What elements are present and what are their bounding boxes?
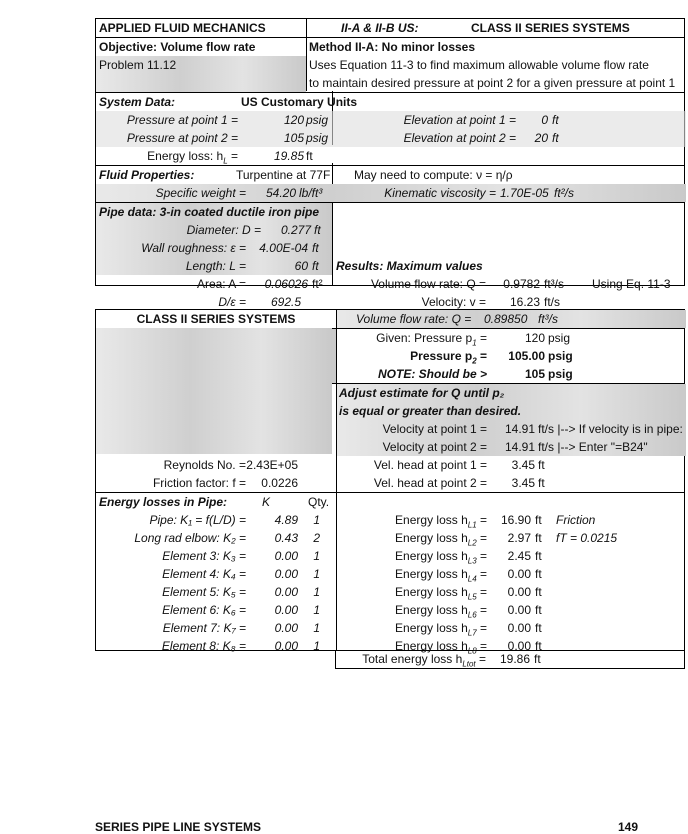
element-energy-unit: ft [535,567,542,581]
element-energy-value: 16.90 [500,513,531,527]
method-2b-panel [95,309,685,656]
element-label: Element 3: K₃ = [162,549,246,563]
element-energy-label-eq: = [476,567,487,581]
element-qty: 1 [313,567,320,581]
header-right-b: CLASS II SERIES SYSTEMS [471,21,630,35]
diameter-value: 0.277 [280,223,311,237]
header-row [96,19,684,38]
description-line-2: to maintain desired pressure at point 2 for a given pressure at point 1 [309,76,676,90]
v-label: Velocity: v = [421,295,486,309]
roughness-label: Wall roughness: ε = [141,241,246,255]
vel1-value: 14.91 [504,422,535,436]
vel2-label: Velocity at point 2 = [382,440,487,454]
re-label: Reynolds No. = [163,458,246,472]
kv-value: 1.70E-05 [500,186,549,200]
hl-unit: ft [306,149,313,163]
element-qty: 1 [313,639,320,653]
length-row [96,257,684,275]
element-energy-label-sub: L6 [467,610,477,620]
given-label-sub: 1 [472,338,477,348]
element-energy-label-text: Energy loss h [395,513,468,527]
z2-unit: ft [552,131,559,145]
pipe-data-row [96,203,684,221]
header-right-a: II-A & II-B US: [341,21,419,35]
desc-row [96,74,684,93]
element-energy-unit: ft [535,603,542,617]
element-qty: 1 [313,513,320,527]
element-energy-value: 2.45 [507,549,531,563]
vhp1-unit: ft [538,458,545,472]
element-energy-value: 2.97 [507,531,531,545]
p1-label: Pressure at point 1 = [126,113,238,127]
z1-unit: ft [552,113,559,127]
roughness-value: 4.00E-04 [259,241,308,255]
method-2a-panel [95,18,685,309]
element-label: Pipe: K₁ = f(L/D) = [149,513,246,527]
length-unit: ft [312,259,319,273]
q-value: 0.9782 [503,277,540,291]
table-row [96,529,684,547]
total-label-text: Total energy loss h [362,652,463,666]
problem-row [96,56,684,74]
total-value: 19.86 [499,652,530,666]
given-label-eq: = [476,331,487,345]
z2-value: 20 [534,131,548,145]
q-label: Volume flow rate: Q = [370,277,486,291]
k-header: K [262,495,271,509]
kv-unit: ft²/s [554,186,574,200]
element-energy-label-text: Energy loss h [395,585,468,599]
adjust-line-1: Adjust estimate for Q until p₂ [339,386,505,400]
element-note: Friction [556,513,596,527]
adjust-line-2: is equal or greater than desired. [339,404,522,418]
table-row [96,601,684,619]
fluid-props-row [96,166,684,184]
element-energy-value: 0.00 [507,567,531,581]
area-row [96,275,684,293]
element-energy-value: 0.00 [507,603,531,617]
vel2-note: ft/s |--> Enter "=B24" [538,440,648,454]
sw-label: Specific weight = [155,186,246,200]
fluid-name: Turpentine at 77F [236,168,331,182]
vel2-value: 14.91 [504,440,535,454]
may-need: May need to compute: ν = η/ρ [354,168,513,182]
area-label: Area: A = [196,277,246,291]
press2-label-sub: 2 [472,356,477,366]
pipe-data-label: Pipe data: 3-in coated ductile iron pipe [99,205,320,219]
qty-header: Qty. [308,495,330,509]
table-row [96,583,684,601]
fluid-props-label: Fluid Properties: [99,168,195,182]
element-energy-unit: ft [535,531,542,545]
element-energy-label-eq: = [476,639,487,653]
p2-row [96,129,684,147]
total-label-sub: Ltot [462,659,476,669]
vhp1-value: 3.45 [511,458,535,472]
vhp2-label: Vel. head at point 2 = [373,476,487,490]
element-energy-label-sub: L2 [467,538,477,548]
footer-left: SERIES PIPE LINE SYSTEMS [95,820,262,834]
press2-value: 105.00 [508,349,545,363]
area-unit: ft² [312,277,323,291]
objective-row [96,38,684,56]
table-row [96,619,684,637]
units-label: US Customary Units [241,95,358,109]
element-energy-label-text: Energy loss h [395,567,468,581]
problem: Problem 11.12 [99,58,177,72]
z1-label: Elevation at point 1 = [403,113,516,127]
element-rows [96,511,684,655]
element-label: Element 5: K₅ = [162,585,246,599]
p2-unit: psig [306,131,329,145]
note-label: NOTE: Should be > [377,367,487,381]
element-label: Element 8: K₈ = [161,639,246,653]
element-qty: 1 [313,549,320,563]
specific-weight-row [96,184,684,203]
page-number: 149 [618,820,639,834]
element-k: 0.43 [274,531,298,545]
bottom-title-row [96,310,684,329]
vel1-label: Velocity at point 1 = [382,422,487,436]
roughness-unit: ft [312,241,319,255]
table-row [96,547,684,565]
objective: Objective: Volume flow rate [99,40,256,54]
length-value: 60 [294,259,308,273]
element-energy-label-sub: L4 [467,574,477,584]
element-energy-unit: ft [535,621,542,635]
element-k: 0.00 [274,549,298,563]
system-data-row [96,93,684,111]
vhp2-value: 3.45 [511,476,535,490]
roughness-row [96,239,684,257]
de-label: D/ε = [218,295,246,309]
element-k: 0.00 [274,621,298,635]
energy-loss-row [96,147,684,166]
reynolds-row [96,456,684,474]
element-label: Element 7: K₇ = [162,621,246,635]
press2-unit: psig [548,349,573,363]
element-label: Element 4: K₄ = [162,567,246,581]
hl-label-eq: = [227,149,238,163]
given-unit: psig [548,331,571,345]
element-label: Element 6: K₆ = [162,603,246,617]
note-value: 105 [524,367,545,381]
ff-label: Friction factor: f = [152,476,246,490]
element-energy-label-text: Energy loss h [395,621,468,635]
press2-label-text: Pressure p [410,349,473,363]
element-energy-value: 0.00 [507,621,531,635]
diameter-label: Diameter: D = [186,223,261,237]
element-energy-label-eq: = [476,531,487,545]
element-energy-value: 0.00 [507,585,531,599]
p1-row [96,111,684,129]
z1-value: 0 [541,113,548,127]
diameter-row [96,221,684,239]
element-energy-label-text: Energy loss h [395,603,468,617]
vhp2-unit: ft [538,476,545,490]
hl-label-sub: L [223,156,228,166]
description-line-1: Uses Equation 11-3 to find maximum allowable volume flow rate [309,58,649,72]
friction-factor-row [96,474,684,493]
element-qty: 1 [313,585,320,599]
re-value: 2.43E+05 [246,458,298,472]
element-energy-label-eq: = [476,585,487,599]
z2-label: Elevation at point 2 = [403,131,516,145]
element-k: 0.00 [274,639,298,653]
p2-label: Pressure at point 2 = [126,131,238,145]
element-energy-label-eq: = [476,549,487,563]
table-row [96,565,684,583]
total-unit: ft [534,652,541,666]
system-data-label: System Data: [99,95,176,109]
total-label-eq: = [475,652,486,666]
el-header: Energy losses in Pipe: [99,495,228,509]
bottom-title: CLASS II SERIES SYSTEMS [136,312,296,326]
element-energy-label-sub: L3 [467,556,477,566]
header-left: APPLIED FLUID MECHANICS [99,21,266,35]
elements-shade [96,328,332,454]
kv-label: Kinematic viscosity = [384,186,496,200]
element-energy-label-sub: L5 [467,592,477,602]
length-label: Length: L = [185,259,246,273]
energy-losses-header-row [96,493,684,511]
total-label [336,651,486,672]
element-k: 0.00 [274,567,298,581]
element-k: 0.00 [274,603,298,617]
element-energy-label-sub: L7 [467,628,477,638]
element-energy-unit: ft [535,513,542,527]
vfr-unit: ft³/s [538,312,558,326]
element-label: Long rad elbow: K₂ = [134,531,246,545]
sw-value: 54.20 [265,186,296,200]
element-note: fT = 0.0215 [556,531,618,545]
element-energy-label-eq: = [476,513,487,527]
hl-label-text: Energy loss: h [147,149,224,163]
vfr-label: Volume flow rate: Q = [356,312,472,326]
q-note: Using Eq. 11-3 [592,277,671,291]
element-energy-value: 0.00 [507,639,531,653]
table-row [96,511,684,529]
element-k: 4.89 [274,513,298,527]
ff-value: 0.0226 [261,476,298,490]
v-value: 16.23 [509,295,540,309]
element-energy-label-text: Energy loss h [395,639,468,653]
p2-value: 105 [283,131,304,145]
element-energy-label-sub: L1 [467,520,477,530]
element-energy-label-text: Energy loss h [395,531,468,545]
element-energy-label-text: Energy loss h [395,549,468,563]
element-qty: 1 [313,621,320,635]
note-unit: psig [548,367,573,381]
element-energy-label-eq: = [476,621,487,635]
q-unit: ft³/s [544,277,564,291]
diameter-unit: ft [314,223,321,237]
element-k: 0.00 [274,585,298,599]
hl-value: 19.85 [273,149,304,163]
results-label: Results: Maximum values [336,259,483,273]
element-energy-unit: ft [535,549,542,563]
vfr-value: 0.89850 [484,312,528,326]
p1-value: 120 [283,113,304,127]
sw-unit: lb/ft³ [299,186,323,200]
element-energy-unit: ft [535,585,542,599]
v-unit: ft/s [544,295,561,309]
de-value: 692.5 [270,295,301,309]
vel1-note: ft/s |--> If velocity is in pipe: [538,422,683,436]
press2-label-eq: = [476,349,487,363]
given-value: 120 [524,331,545,345]
element-energy-unit: ft [535,639,542,653]
element-energy-label-sub: L8 [467,646,477,656]
total-loss-box [335,651,685,669]
element-energy-label-eq: = [476,603,487,617]
area-value: 0.06026 [264,277,308,291]
vhp1-label: Vel. head at point 1 = [373,458,487,472]
p1-unit: psig [306,113,329,127]
element-qty: 1 [313,603,320,617]
given-label-text: Given: Pressure p [376,331,473,345]
element-qty: 2 [313,531,320,545]
method-2a: Method II-A: No minor losses [309,40,476,54]
